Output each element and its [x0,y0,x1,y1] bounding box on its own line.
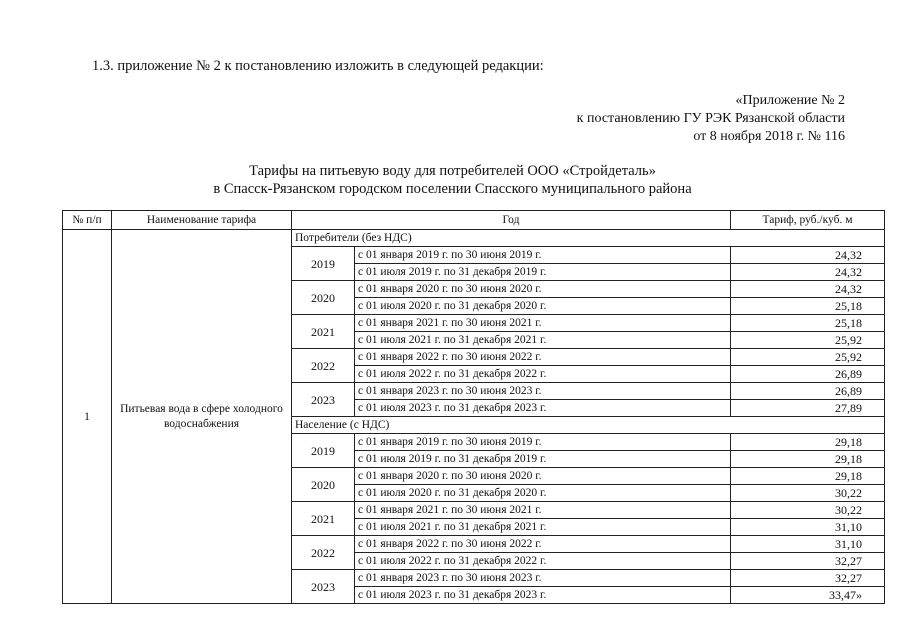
tariff-value: 27,89 [731,400,885,417]
tariff-name: Питьевая вода в сфере холодного водоснабжения [112,230,292,604]
year-cell: 2022 [292,349,355,383]
tariff-table [62,210,885,604]
tariff-value: 25,92 [731,349,885,366]
year-cell: 2020 [292,468,355,502]
period-cell: с 01 января 2019 г. по 30 июня 2019 г. [355,434,731,451]
year-cell: 2021 [292,315,355,349]
period-cell: с 01 января 2021 г. по 30 июня 2021 г. [355,315,731,332]
tariff-value: 24,32 [731,247,885,264]
tariff-value: 25,18 [731,315,885,332]
year-cell: 2023 [292,570,355,604]
tariff-value: 30,22 [731,485,885,502]
header-year: Год [292,211,731,230]
row-number: 1 [63,230,112,604]
tariff-value: 24,32 [731,281,885,298]
period-cell: с 01 января 2022 г. по 30 июня 2022 г. [355,536,731,553]
tariff-value: 31,10 [731,536,885,553]
tariff-value: 29,18 [731,434,885,451]
tariff-value: 25,18 [731,298,885,315]
period-cell: с 01 января 2020 г. по 30 июня 2020 г. [355,281,731,298]
title-line-1: Тарифы на питьевую воду для потребителей ООО «Стройдеталь» [249,163,656,179]
document-title [0,162,905,198]
tariff-value: 25,92 [731,332,885,349]
period-cell: с 01 января 2023 г. по 30 июня 2023 г. [355,383,731,400]
period-cell: с 01 июля 2020 г. по 31 декабря 2020 г. [355,298,731,315]
period-cell: с 01 июля 2021 г. по 31 декабря 2021 г. [355,519,731,536]
period-cell: с 01 июля 2023 г. по 31 декабря 2023 г. [355,587,731,604]
table-body [63,230,885,604]
tariff-value: 26,89 [731,366,885,383]
year-cell: 2019 [292,247,355,281]
year-cell: 2019 [292,434,355,468]
tariff-value: 32,27 [731,553,885,570]
tariff-value: 30,22 [731,502,885,519]
period-cell: с 01 января 2020 г. по 30 июня 2020 г. [355,468,731,485]
period-cell: с 01 июля 2021 г. по 31 декабря 2021 г. [355,332,731,349]
period-cell: с 01 июля 2019 г. по 31 декабря 2019 г. [355,264,731,281]
appendix-reference [577,92,845,146]
year-cell: 2022 [292,536,355,570]
period-cell: с 01 января 2019 г. по 30 июня 2019 г. [355,247,731,264]
header-tariff: Тариф, руб./куб. м [731,211,885,230]
appendix-line-2: к постановлению ГУ РЭК Рязанской области [576,111,845,126]
tariff-value: 32,27 [731,570,885,587]
tariff-value: 24,32 [731,264,885,281]
period-cell: с 01 января 2023 г. по 30 июня 2023 г. [355,570,731,587]
tariff-value: 31,10 [731,519,885,536]
tariff-value: 29,18 [731,451,885,468]
tariff-value: 26,89 [731,383,885,400]
period-cell: с 01 июля 2023 г. по 31 декабря 2023 г. [355,400,731,417]
header-name: Наименование тарифа [112,211,292,230]
period-cell: с 01 июля 2019 г. по 31 декабря 2019 г. [355,451,731,468]
header-num: № п/п [63,211,112,230]
appendix-line-3: от 8 ноября 2018 г. № 116 [693,129,845,144]
title-line-2: в Спасск-Рязанском городском поселении Спасского муниципального района [213,181,692,197]
tariff-value: 29,18 [731,468,885,485]
appendix-line-1: «Приложение № 2 [735,93,845,108]
period-cell: с 01 июля 2020 г. по 31 декабря 2020 г. [355,485,731,502]
period-cell: с 01 июля 2022 г. по 31 декабря 2022 г. [355,366,731,383]
period-cell: с 01 января 2022 г. по 30 июня 2022 г. [355,349,731,366]
period-cell: с 01 июля 2022 г. по 31 декабря 2022 г. [355,553,731,570]
year-cell: 2021 [292,502,355,536]
table-header-row [63,211,885,230]
intro-paragraph: 1.3. приложение № 2 к постановлению изложить в следующей редакции: [92,58,544,74]
period-cell: с 01 января 2021 г. по 30 июня 2021 г. [355,502,731,519]
group-label: Потребители (без НДС) [292,230,885,247]
tariff-value: 33,47» [731,587,885,604]
group-row [63,230,885,247]
group-label: Население (с НДС) [292,417,885,434]
year-cell: 2023 [292,383,355,417]
year-cell: 2020 [292,281,355,315]
